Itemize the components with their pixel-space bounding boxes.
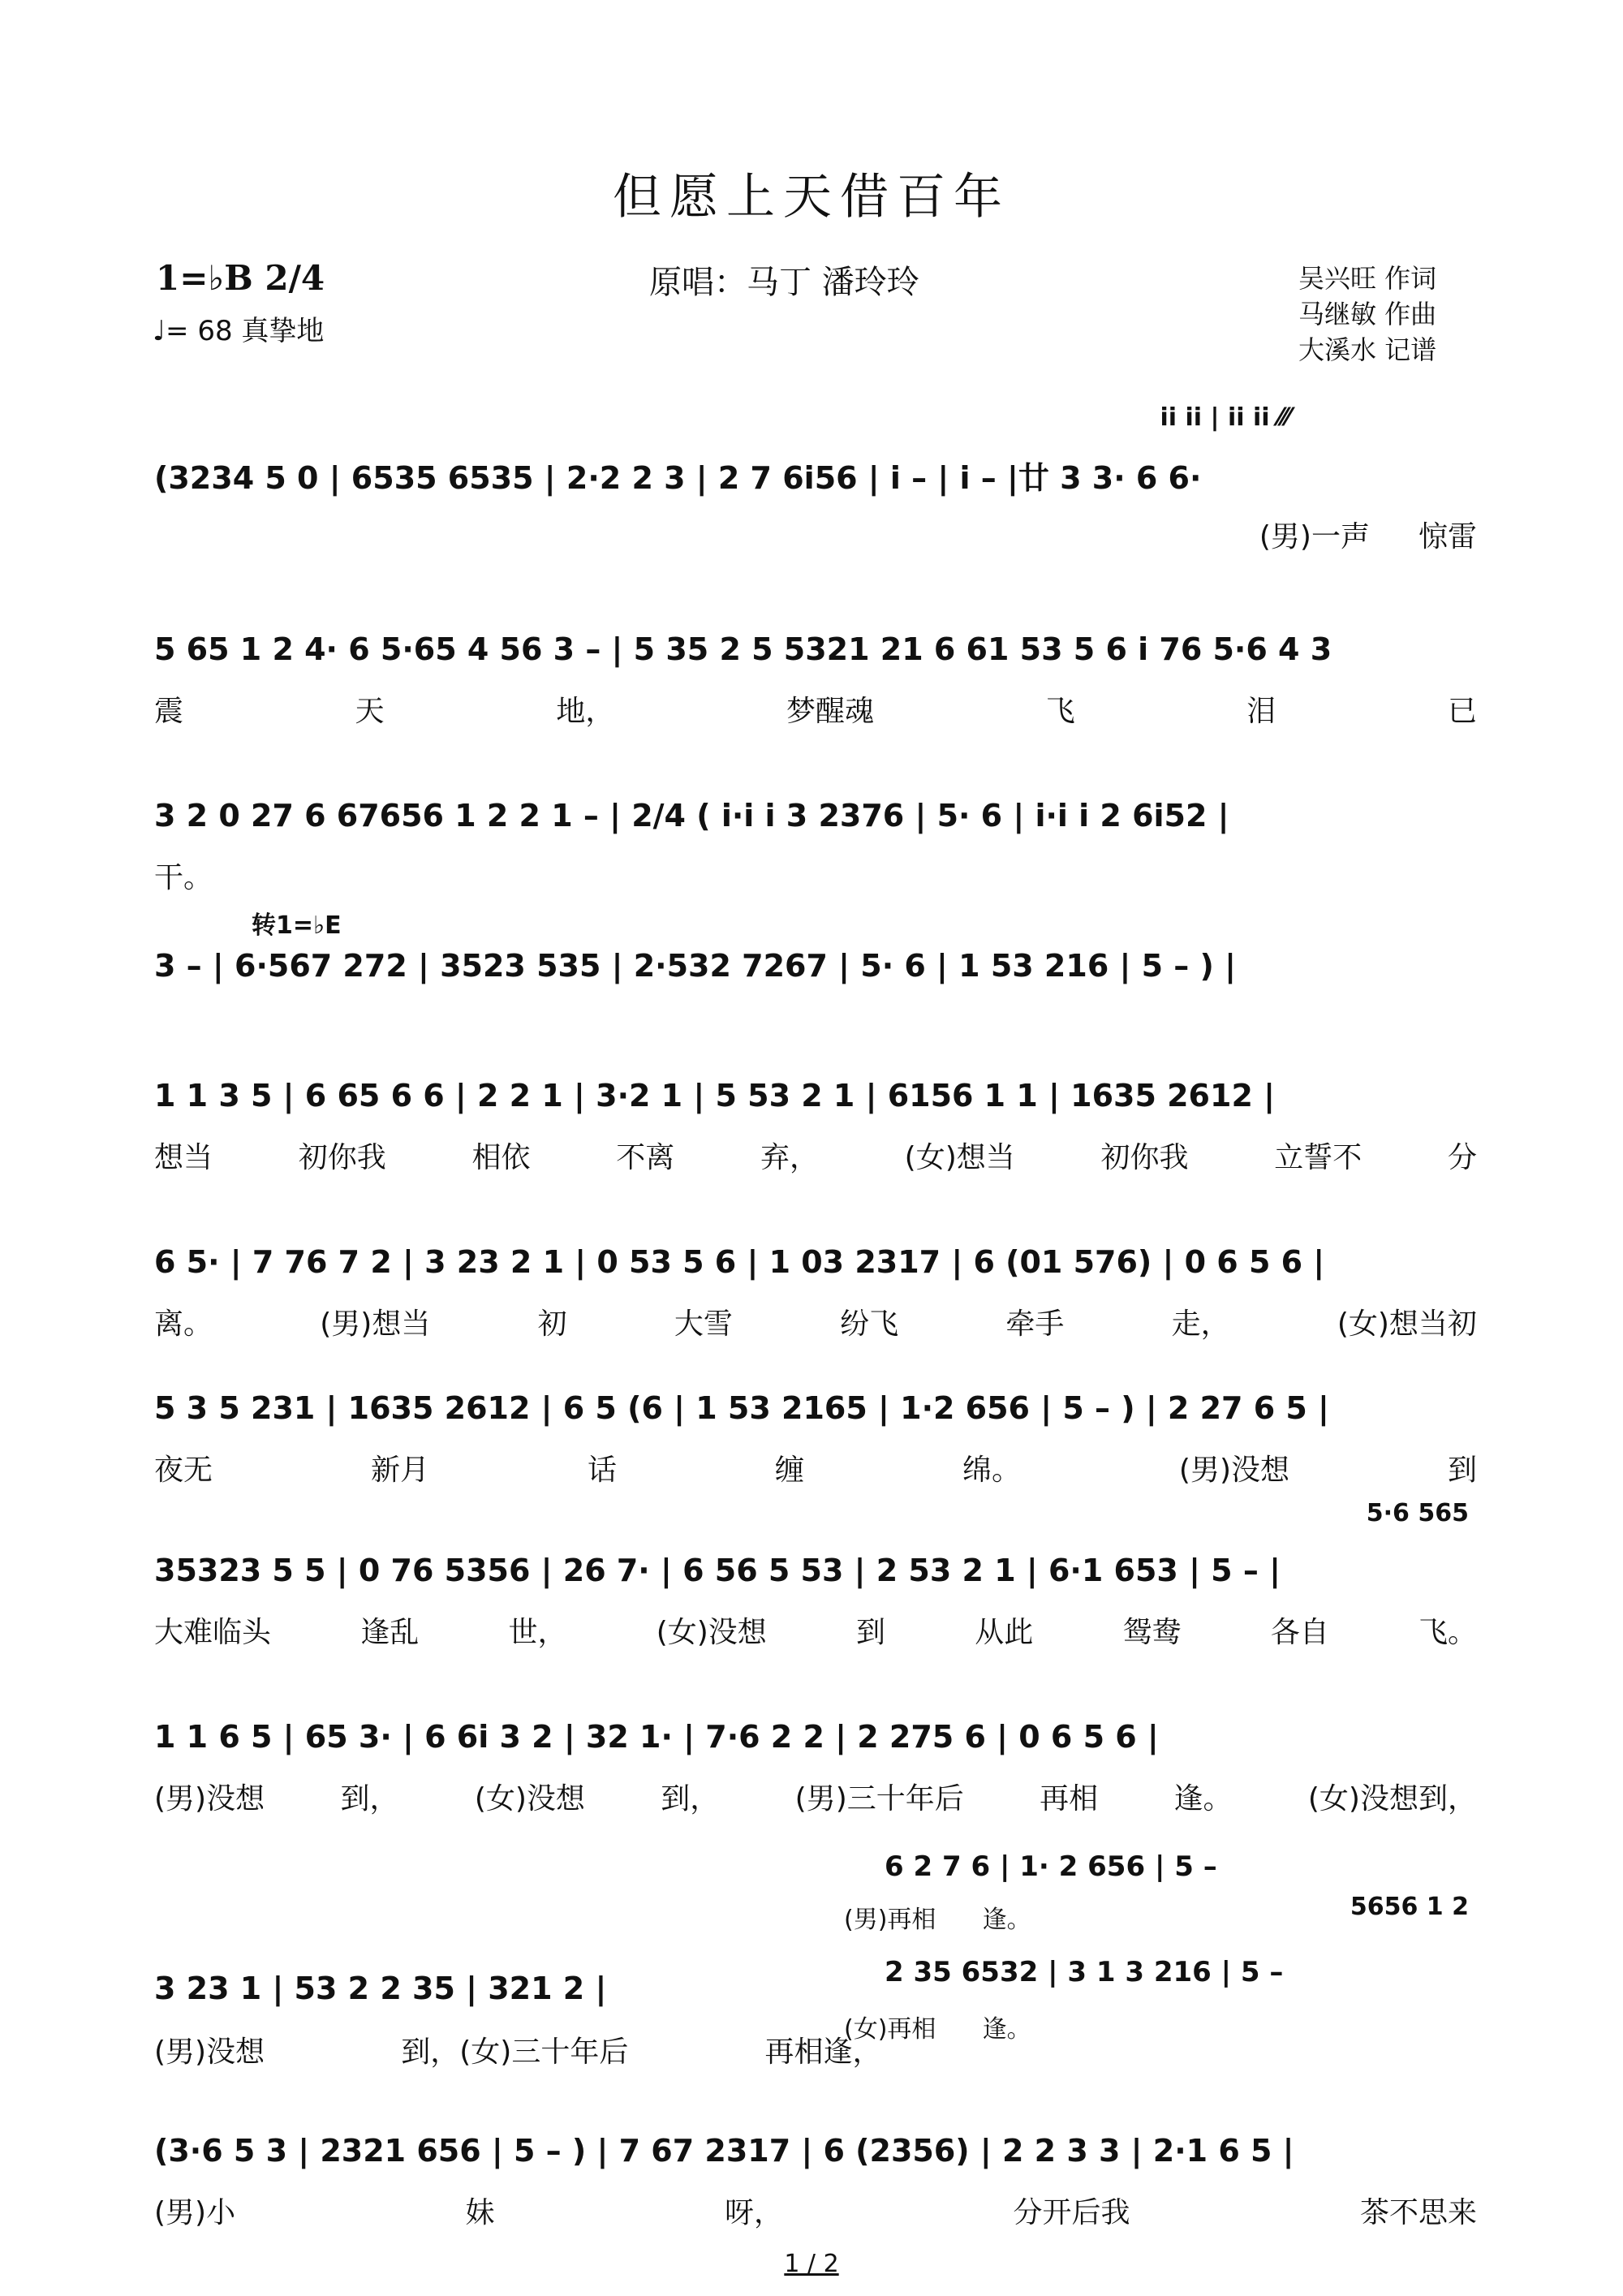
lyric-word: 分 [1447,1141,1477,1174]
lyric-word: 想当 [154,1141,213,1174]
lyrics-line [154,514,1477,555]
lyric-word: 飞。 [1418,1616,1477,1649]
key-signature: 1=♭B 2/4 [156,258,325,298]
lyric-word: 茶不思来 [1359,2196,1477,2229]
lyric-word: 初你我 [1100,1141,1189,1174]
lyric-word: 纷飞 [840,1307,899,1341]
tempo-marking: ♩= 68 真挚地 [153,315,325,347]
credit-composer: 马继敏 作曲 [1298,299,1437,330]
lyrics-line [154,1301,1477,1342]
lyric-word: (男)没想 [1178,1454,1290,1487]
notation-line: 3 2 0 27 6 67656 1 2 2 1 – | 2/4 ( i·i i 3 2376 | 5· 6 | i·i i 2 6i52 | [154,798,1229,834]
original-singers: 原唱：马丁 潘玲玲 [649,264,919,301]
lyric-word: 相依 [471,1141,531,1174]
lyric-word: 到， [340,1782,399,1816]
lyric-word: 地， [556,695,615,728]
notation-line: 3 23 1 | 53 2 2 35 | 321 2 | [154,1971,607,2006]
lower-voice-notes: 2 35 6532 | 3 1 3 216 | 5 – [885,1956,1284,1988]
lyric-word: 妹 [465,2196,495,2229]
lyric-word: 干。 [154,861,213,894]
notation-line: 1 1 3 5 | 6 65 6 6 | 2 2 1 | 3·2 1 | 5 53 2 1 | 6156 1 1 | 1635 2612 | [154,1078,1275,1114]
lyrics-line [154,2190,1477,2231]
upper-voice-lyrics: (男)再相 逢。 [844,1906,1031,1934]
lyric-word: 从此 [975,1616,1034,1649]
notation-line: 6 5· | 7 76 7 2 | 3 23 2 1 | 0 53 5 6 | 1 03 2317 | 6 (01 576) | 0 6 5 6 | [154,1244,1325,1280]
ornament-notes: 5656 1 2 [1350,1893,1469,1921]
lower-voice-lyrics: (女)再相 逢。 [844,2015,1031,2044]
lyric-word: 各自 [1270,1616,1329,1649]
lyric-word: 大难临头 [154,1616,272,1649]
lyric-word: (男)三十年后 [794,1782,964,1816]
lyric-word: (女)想当初 [1337,1307,1477,1341]
lyric-word: 已 [1447,695,1477,728]
modulation-marking: 转1=♭E [252,911,342,940]
lyric-word: 震 [154,695,184,728]
lyric-word: 到 [1447,1454,1477,1487]
lyric-word: 话 [587,1454,617,1487]
lyric-word: 立誓不 [1274,1141,1363,1174]
lyric-word: 再相 [1040,1782,1099,1816]
lyric-word: 世， [508,1616,567,1649]
lyric-word: 弃， [760,1141,819,1174]
lyric-word: 泪 [1246,695,1276,728]
lyric-word: 大雪 [674,1307,733,1341]
notation-line: (3234 5 0 | 6535 6535 | 2·2 2 3 | 2 7 6i56 | i – | i – |廿 3 3· 6 6· [154,459,1202,496]
notation-line: 5 65 1 2 4· 6 5·65 4 56 3 – | 5 35 2 5 5321 21 6 61 53 5 6 i 76 5·6 4 3 [154,631,1332,667]
upper-voice-notes: 6 2 7 6 | 1· 2 656 | 5 – [885,1850,1217,1883]
credit-lyricist: 吴兴旺 作词 [1298,263,1437,294]
notation-line: 1 1 6 5 | 65 3· | 6 6i 3 2 | 32 1· | 7·6 2 2 | 2 275 6 | 0 6 5 6 | [154,1719,1159,1755]
lyric-word: 呀， [725,2196,784,2229]
lyric-word: 梦醒魂 [786,695,874,728]
credit-transcriber: 大溪水 记谱 [1298,334,1437,365]
lyric-word: 天 [355,695,385,728]
ornament-notes: 5·6 565 [1366,1499,1469,1527]
song-title: 但愿上天借百年 [613,169,1010,226]
lyric-word: 到 [856,1616,886,1649]
lyric-word: 初你我 [298,1141,386,1174]
lyric-word: (女)没想到， [1307,1782,1477,1816]
lyric-word: 分开后我 [1013,2196,1130,2229]
lyrics-line [154,2029,882,2070]
lyric-word: (男)想当 [320,1307,431,1341]
lyric-word: 走， [1171,1307,1230,1341]
lyric-word: 飞 [1045,695,1075,728]
lyric-word: 初 [537,1307,567,1341]
lyric-word: (男)没想 [154,2035,265,2069]
lyric-word: (男)小 [154,2196,236,2229]
lyrics-line [154,688,1477,730]
lyric-word: 不离 [616,1141,675,1174]
lyric-word: 到，(女)三十年后 [401,2035,629,2069]
lyric-word: 惊雷 [1418,520,1477,554]
lyric-word: 逢乱 [360,1616,420,1649]
ornament-notes: ii ii | ii ii ⁄⁄⁄ [1160,403,1290,432]
notation-line: (3·6 5 3 | 2321 656 | 5 – ) | 7 67 2317 | 6 (2356) | 2 2 3 3 | 2·1 6 5 | [154,2133,1294,2169]
page-number: 1 / 2 [784,2250,839,2278]
lyric-word: 逢。 [1173,1782,1233,1816]
lyric-word: 新月 [370,1454,429,1487]
lyrics-line [154,1135,1477,1176]
lyrics-line [154,1447,1477,1488]
lyric-word: (女)没想 [656,1616,767,1649]
lyric-word: 夜无 [154,1454,213,1487]
lyric-word: 再相逢， [764,2035,882,2069]
notation-line: 5 3 5 231 | 1635 2612 | 6 5 (6 | 1 53 2165 | 1·2 656 | 5 – ) | 2 27 6 5 | [154,1390,1329,1426]
lyric-word: 绵。 [962,1454,1021,1487]
lyric-word: (女)想当 [904,1141,1015,1174]
lyric-word: 离。 [154,1307,213,1341]
lyric-word: 到， [661,1782,720,1816]
lyric-word: 缠 [774,1454,804,1487]
lyrics-line [154,1609,1477,1651]
notation-line: 3 – | 6·567 272 | 3523 535 | 2·532 7267 | 5· 6 | 1 53 216 | 5 – ) | [154,948,1236,984]
lyrics-line [154,1776,1477,1817]
lyric-word: 牵手 [1005,1307,1065,1341]
lyric-word: 鸳鸯 [1122,1616,1182,1649]
lyric-word: (男)一声 [1259,520,1370,554]
notation-line: 35323 5 5 | 0 76 5356 | 26 7· | 6 56 5 53 | 2 53 2 1 | 6·1 653 | 5 – | [154,1553,1281,1588]
lyric-word: (男)没想 [154,1782,265,1816]
lyric-word: (女)没想 [474,1782,585,1816]
lyrics-line [154,855,1477,896]
